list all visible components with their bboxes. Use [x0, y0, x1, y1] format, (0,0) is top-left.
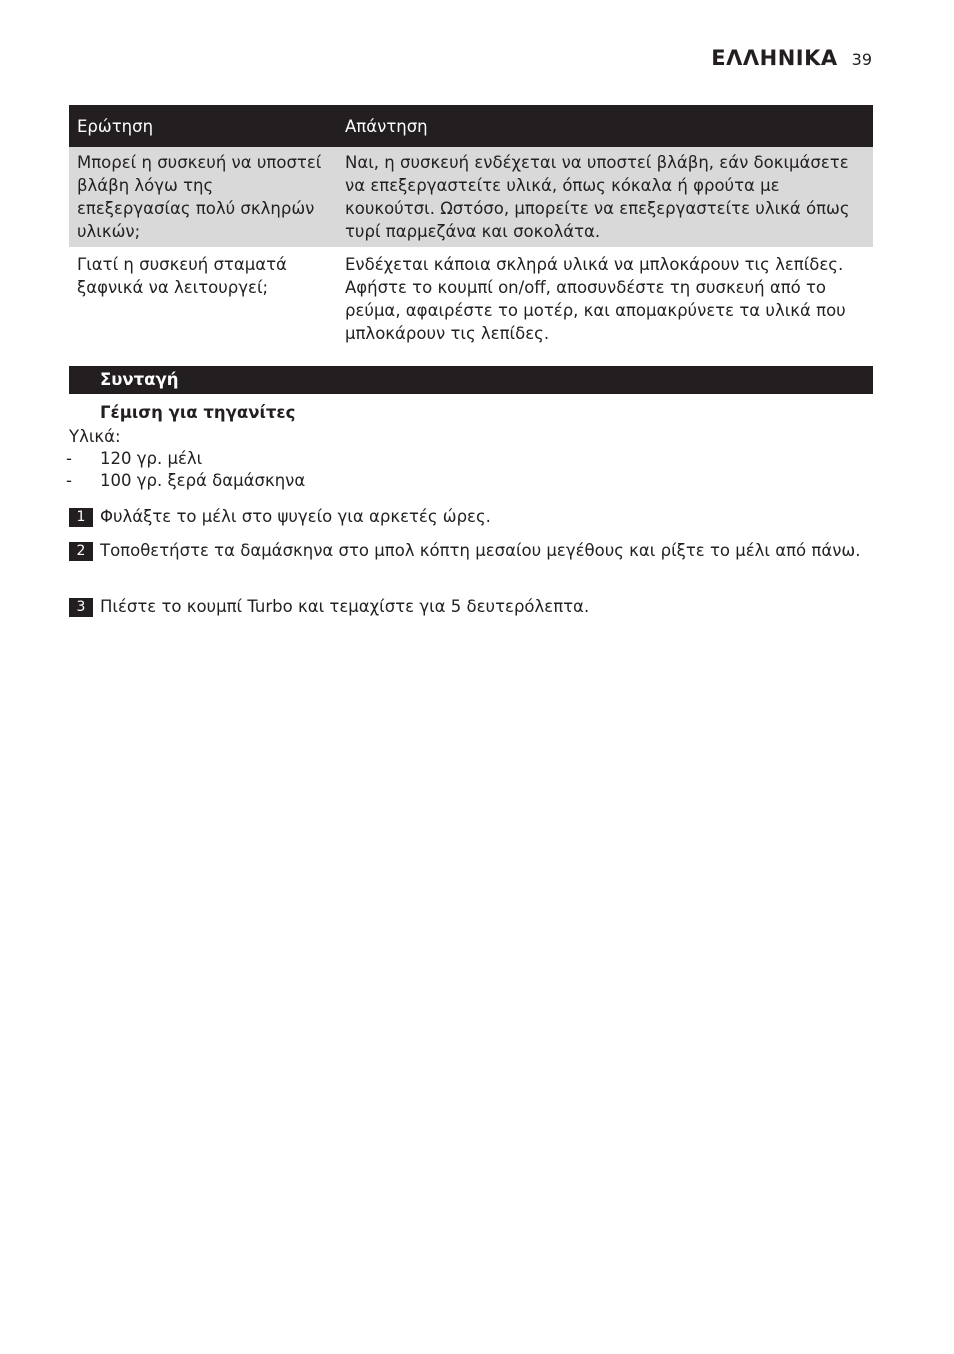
recipe-step: [69, 506, 869, 528]
table-row: [69, 247, 873, 349]
ingredients-list: [66, 448, 305, 492]
step-text: Τοποθετήστε τα δαμάσκηνα στο μπολ κόπτη μεσαίου μεγέθους και ρίξτε το μέλι από πάνω.: [100, 541, 861, 560]
page-header: [711, 46, 872, 70]
list-item: [66, 470, 305, 492]
page-number: 39: [851, 50, 872, 69]
list-dash: -: [66, 471, 72, 490]
ingredient-text: 120 γρ. μέλι: [100, 449, 203, 468]
question-column-header: Ερώτηση: [69, 105, 337, 147]
step-number-badge: 2: [69, 542, 93, 561]
recipe-step: [69, 596, 869, 618]
table-header-row: [69, 105, 873, 147]
troubleshooting-table: [69, 105, 873, 349]
question-cell: Γιατί η συσκευή σταματά ξαφνικά να λειτουργεί;: [77, 255, 287, 297]
language-label: ΕΛΛΗΝΙΚΑ: [711, 46, 838, 70]
answer-cell: Ναι, η συσκευή ενδέχεται να υποστεί βλάβη, εάν δοκιμάσετε να επεξεργαστείτε υλικά, όπως κόκαλα ή φρούτα με κουκούτσι. Ωστόσο, μπορείτε να επεξεργαστείτε υλικά όπως τυρί παρμεζάνα και σοκολάτα.: [337, 147, 873, 247]
step-text: Πιέστε το κουμπί Turbo και τεμαχίστε για 5 δευτερόλεπτα.: [100, 597, 590, 616]
recipe-step: [69, 540, 869, 562]
question-cell: Μπορεί η συσκευή να υποστεί βλάβη λόγω της επεξεργασίας πολύ σκληρών υλικών;: [69, 147, 337, 247]
ingredients-label: Υλικά:: [69, 427, 121, 446]
recipe-title: Γέμιση για τηγανίτες: [100, 403, 296, 422]
ingredient-text: 100 γρ. ξερά δαμάσκηνα: [100, 471, 306, 490]
table-row: [69, 147, 873, 247]
step-number-badge: 3: [69, 598, 93, 617]
answer-column-header: Απάντηση: [337, 105, 873, 147]
answer-cell: Ενδέχεται κάποια σκληρά υλικά να μπλοκάρουν τις λεπίδες. Αφήστε το κουμπί on/off, αποσυνδέστε τη συσκευή από το ρεύμα, αφαιρέστε το μοτέρ, και απομακρύνετε τα υλικά που μπλοκάρουν τις λεπίδες.: [345, 255, 846, 343]
list-item: [66, 448, 305, 470]
step-text: Φυλάξτε το μέλι στο ψυγείο για αρκετές ώρες.: [100, 507, 491, 526]
list-dash: -: [66, 449, 72, 468]
recipe-section-heading: Συνταγή: [69, 366, 873, 394]
step-number-badge: 1: [69, 508, 93, 527]
